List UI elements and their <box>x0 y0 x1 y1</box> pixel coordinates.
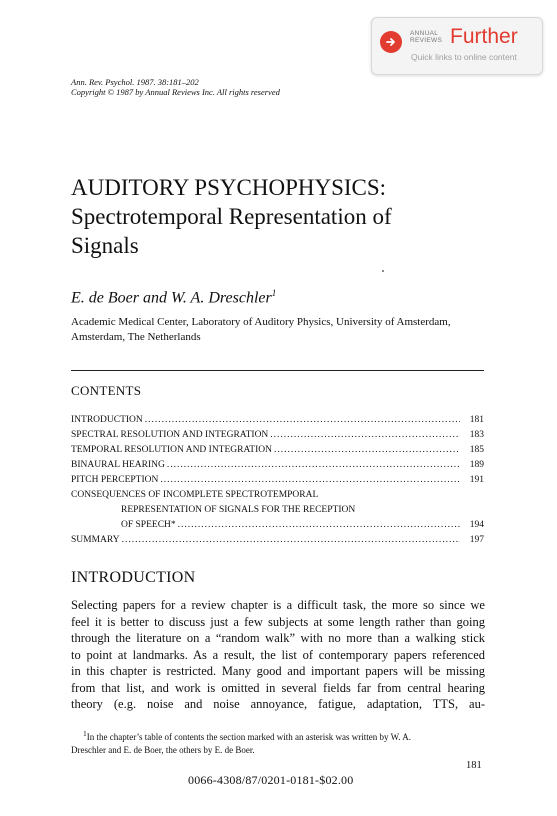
introduction-heading: INTRODUCTION <box>71 569 196 586</box>
toc-item-page: 197 <box>469 535 484 545</box>
footnote <box>71 727 485 757</box>
toc-item[interactable] <box>71 458 484 473</box>
toc-item-page: 194 <box>469 520 484 530</box>
further-tagline: Quick links to online content <box>411 52 517 62</box>
title-line-1: AUDITORY PSYCHOPHYSICS: <box>71 175 387 200</box>
toc-item[interactable] <box>71 533 484 548</box>
toc-item-page: 183 <box>469 430 484 440</box>
arrow-icon <box>385 36 397 48</box>
toc-item-title: PITCH PERCEPTION <box>71 475 159 485</box>
section-divider <box>71 370 484 371</box>
affiliation-line-2: Amsterdam, The Netherlands <box>71 331 201 343</box>
authors <box>71 288 276 307</box>
journal-citation: Ann. Rev. Psychol. 1987. 38:181–202 <box>71 77 199 87</box>
toc-item-title: BINAURAL HEARING <box>71 460 165 470</box>
journal-header <box>71 77 280 97</box>
body-line: theory (e.g. noise and noise annoyance, fatigue, adaptation, TTS, au- <box>71 697 485 711</box>
body-line: feel it is better to discuss just a few subjects at some length rather than going <box>71 614 485 629</box>
badge-line2: REVIEWS <box>410 37 443 44</box>
toc-item-title-line-1: CONSEQUENCES OF INCOMPLETE SPECTROTEMPORAL <box>71 490 319 500</box>
toc-item[interactable] <box>71 473 484 488</box>
contents-heading: CONTENTS <box>71 383 142 398</box>
toc-item-title: TEMPORAL RESOLUTION AND INTEGRATION <box>71 445 272 455</box>
toc-item-multiline[interactable] <box>71 488 484 533</box>
body-line: from that list, and work is omitted in several fields far from central hearing <box>71 680 485 695</box>
toc-item-title: INTRODUCTION <box>71 415 143 425</box>
toc-item[interactable] <box>71 413 484 428</box>
toc-item-title: SPECTRAL RESOLUTION AND INTEGRATION <box>71 430 269 440</box>
author-names: E. de Boer and W. A. Dreschler <box>71 289 272 307</box>
toc-item-title-line-2: REPRESENTATION OF SIGNALS FOR THE RECEPTION <box>121 505 356 515</box>
toc-item-page: 185 <box>469 445 484 455</box>
stray-mark <box>382 270 384 272</box>
footnote-marker: 1 <box>83 729 87 738</box>
further-badge[interactable] <box>371 17 543 75</box>
footnote-line-2: Dreschler and E. de Boer, the others by E. de Boer. <box>71 745 255 755</box>
toc-item-title: SUMMARY <box>71 535 120 545</box>
paper-title <box>71 173 491 260</box>
title-line-3: Signals <box>71 233 139 258</box>
further-label: Further <box>450 25 518 48</box>
journal-copyright: Copyright © 1987 by Annual Reviews Inc. All rights reserved <box>71 87 280 97</box>
toc-item-page: 191 <box>469 475 484 485</box>
page-number: 181 <box>466 760 482 771</box>
document-code: 0066-4308/87/0201-0181-$02.00 <box>188 773 354 787</box>
annual-reviews-wordmark <box>410 30 442 44</box>
toc-item-title-line-3: OF SPEECH* <box>121 520 176 530</box>
toc-item[interactable] <box>71 443 484 458</box>
affiliation <box>71 315 501 345</box>
footnote-line-1: In the chapter’s table of contents the section marked with an asterisk was written by W. A. <box>86 732 412 742</box>
badge-line1: ANNUAL <box>410 30 439 37</box>
toc-item-page: 189 <box>469 460 484 470</box>
title-line-2: Spectrotemporal Representation of <box>71 204 392 229</box>
toc-item-page: 181 <box>469 415 484 425</box>
body-line: Selecting papers for a review chapter is a difficult task, the more so since we <box>71 598 485 612</box>
affiliation-line-1: Academic Medical Center, Laboratory of Auditory Physics, University of Amsterdam, <box>71 316 451 328</box>
body-line: through the literature on a “random walk” with no more than a walking stick <box>71 631 485 645</box>
annual-reviews-logo-icon <box>380 31 402 53</box>
body-line: in this chapter is restricted. Many good and important papers will be missing <box>71 664 485 678</box>
author-footnote-marker: 1 <box>271 288 277 298</box>
body-line: to point at landmarks. As a result, the list of contemporary papers referenced <box>71 647 485 662</box>
toc-item[interactable] <box>71 428 484 443</box>
introduction-paragraph <box>71 597 485 713</box>
table-of-contents <box>71 413 484 548</box>
